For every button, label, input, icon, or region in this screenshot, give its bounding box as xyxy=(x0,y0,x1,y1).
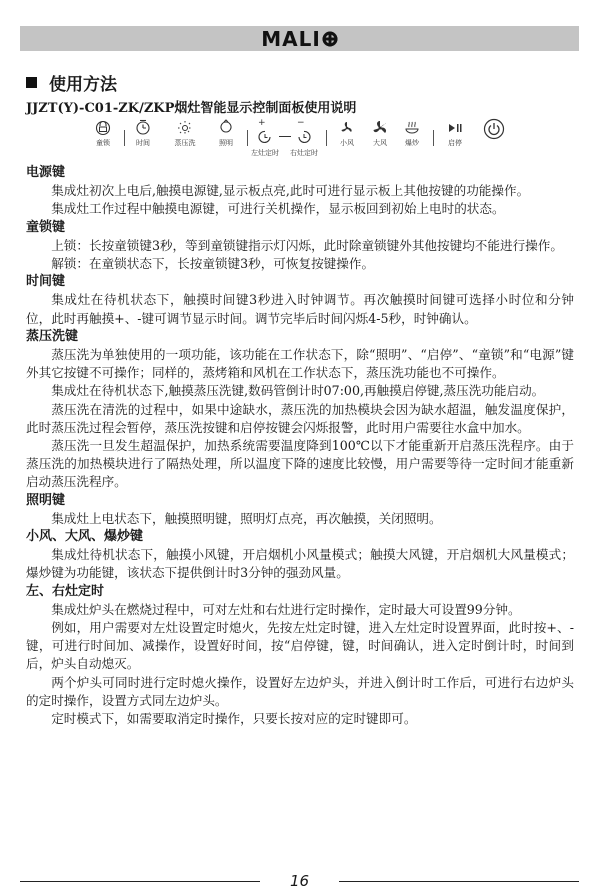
control-label: 爆炒 xyxy=(405,139,419,147)
paragraph: 集成灶在待机状态下，触摸时间键3秒进入时钟调节。再次触摸时间键可选择小时位和分钟位，此时再触摸+、-键可调节显示时间。调节完毕后时间闪烁4-5秒，时钟确认。 xyxy=(26,292,574,326)
timer-right-icon xyxy=(295,128,313,146)
control-label: 小风 xyxy=(340,139,354,147)
paragraph: 上锁：长按童锁键3秒，等到童锁键指示灯闪烁，此时除童锁键外其他按键均不能进行操作。 xyxy=(51,237,563,253)
logo-text: MALI xyxy=(261,26,321,51)
paragraph: 集成灶上电状态下，触摸照明键，照明灯点亮，再次触摸，关闭照明。 xyxy=(51,510,442,526)
steam-wash-icon xyxy=(176,118,194,136)
control-timer-left xyxy=(248,128,282,158)
paragraph: 蒸压洗一旦发生超温保护，加热系统需要温度降到100℃以下才能重新开启蒸压洗程序。由于蒸压洗的加热模块进行了隔热处理，所以温度下降的速度比较慢，用户需要等待一定时间才能重新启动蒸压洗程序。 xyxy=(26,438,574,490)
play-pause-icon xyxy=(446,118,464,136)
section-stove-timer xyxy=(26,583,574,729)
page-footer xyxy=(20,872,579,892)
section-child-lock-key xyxy=(26,219,574,274)
document-body xyxy=(26,164,574,728)
control-fan-large xyxy=(367,118,393,148)
page-number: 16 xyxy=(289,872,310,890)
section-time-key xyxy=(26,273,574,328)
paragraph: 集成灶待机状态下，触摸小风键，开启烟机小风量模式；触摸大风键，开启烟机大风量模式；爆炒键为功能键，该状态下提供倒计时3分钟的强劲风量。 xyxy=(26,547,574,581)
control-fan-small xyxy=(334,118,360,148)
stir-fry-icon xyxy=(403,118,421,136)
control-label: 右灶定时 xyxy=(290,149,318,157)
section-heading: 小风、大风、爆炒键 xyxy=(26,529,144,545)
control-label: 左灶定时 xyxy=(251,149,279,157)
light-icon xyxy=(217,118,235,136)
section-light-key xyxy=(26,492,574,528)
paragraph: 解锁：在童锁状态下，长按童锁键3秒，可恢复按键操作。 xyxy=(51,256,375,272)
section-power-key xyxy=(26,164,574,219)
section-steam-wash-key xyxy=(26,328,574,492)
control-label: 童锁 xyxy=(96,139,110,147)
control-steam-wash xyxy=(170,118,200,148)
section-heading: 电源键 xyxy=(26,165,66,180)
brand-logo xyxy=(261,27,338,51)
control-label: 启停 xyxy=(448,139,462,147)
header-bar xyxy=(20,26,579,51)
lock-icon xyxy=(94,118,112,136)
control-power xyxy=(482,118,506,142)
control-lock xyxy=(90,118,116,148)
control-light xyxy=(213,118,239,148)
separator xyxy=(124,130,125,146)
document-subtitle: JJZT(Y)-C01-ZK/ZKP烟灶智能显示控制面板使用说明 xyxy=(26,101,357,116)
paragraph: 集成灶工作过程中触摸电源键，可进行关机操作，显示板回到初始上电时的状态。 xyxy=(51,201,505,217)
paragraph: 蒸压洗为单独使用的一项功能，该功能在工作状态下，除“照明”、“启停”、“童锁”和“电源”键外其它按键不可操作；同样的，蒸烤箱和风机在工作状态下，蒸压洗功能也不可操作。 xyxy=(26,347,574,381)
section-title xyxy=(26,70,117,95)
fan-large-icon xyxy=(371,118,389,136)
minus-sign: − xyxy=(297,118,305,128)
control-panel-diagram xyxy=(90,118,510,164)
section-heading: 童锁键 xyxy=(26,219,66,235)
clock-icon xyxy=(134,118,152,136)
section-heading: 蒸压洗键 xyxy=(26,328,79,344)
paragraph: 蒸压洗在清洗的过程中，如果中途缺水，蒸压洗的加热模块会因为缺水超温，触发温度保护，此时蒸压洗过程会暂停，蒸压洗按键和启停按键会闪烁报警，此时用户需要往水盒中加水。 xyxy=(26,401,574,435)
square-bullet-icon xyxy=(26,77,37,88)
paragraph: 例如，用户需要对左灶设置定时熄火，先按左灶定时键，进入左灶定时设置界面，此时按+、-键，可进行时间加、减操作，设置好时间，按“启停键，键，时间确认，进入定时倒计时，时间到后，炉头自动熄灭。 xyxy=(26,620,574,672)
paragraph: 定时模式下，如需要取消定时操作，只要长按对应的定时键即可。 xyxy=(51,711,417,727)
footer-rule-right xyxy=(339,881,579,882)
paragraph: 集成灶在待机状态下,触摸蒸压洗键,数码管倒计时07:00,再触摸启停键,蒸压洗功能启动。 xyxy=(51,383,545,399)
power-icon xyxy=(483,118,505,140)
fan-small-icon xyxy=(338,118,356,136)
paragraph: 两个炉头可同时进行定时熄火操作，设置好左边炉头，并进入倒计时工作后，可进行右边炉头的定时操作，设置方式同左边炉头。 xyxy=(26,674,574,708)
logo-o-mark-icon xyxy=(322,31,338,47)
section-fan-keys xyxy=(26,528,574,583)
control-label: 大风 xyxy=(373,139,387,147)
control-label: 蒸压洗 xyxy=(174,139,196,147)
section-heading: 时间键 xyxy=(26,274,66,290)
control-stir-fry xyxy=(399,118,425,148)
section-heading: 照明键 xyxy=(26,492,66,508)
section-heading: 左、右灶定时 xyxy=(26,583,105,599)
plus-sign: + xyxy=(258,118,266,128)
control-label: 照明 xyxy=(219,139,233,147)
separator xyxy=(433,130,434,146)
control-time xyxy=(130,118,156,148)
paragraph: 集成灶炉头在燃烧过程中，可对左灶和右灶进行定时操作，定时最大可设置99分钟。 xyxy=(51,601,521,617)
control-timer-right xyxy=(287,128,321,158)
separator xyxy=(326,130,327,146)
control-label: 时间 xyxy=(136,139,150,147)
paragraph: 集成灶初次上电后,触摸电源键,显示板点亮,此时可进行显示板上其他按键的功能操作。 xyxy=(51,183,530,199)
control-start-stop xyxy=(442,118,468,148)
section-title-text: 使用方法 xyxy=(49,75,117,95)
timer-left-icon xyxy=(256,128,274,146)
